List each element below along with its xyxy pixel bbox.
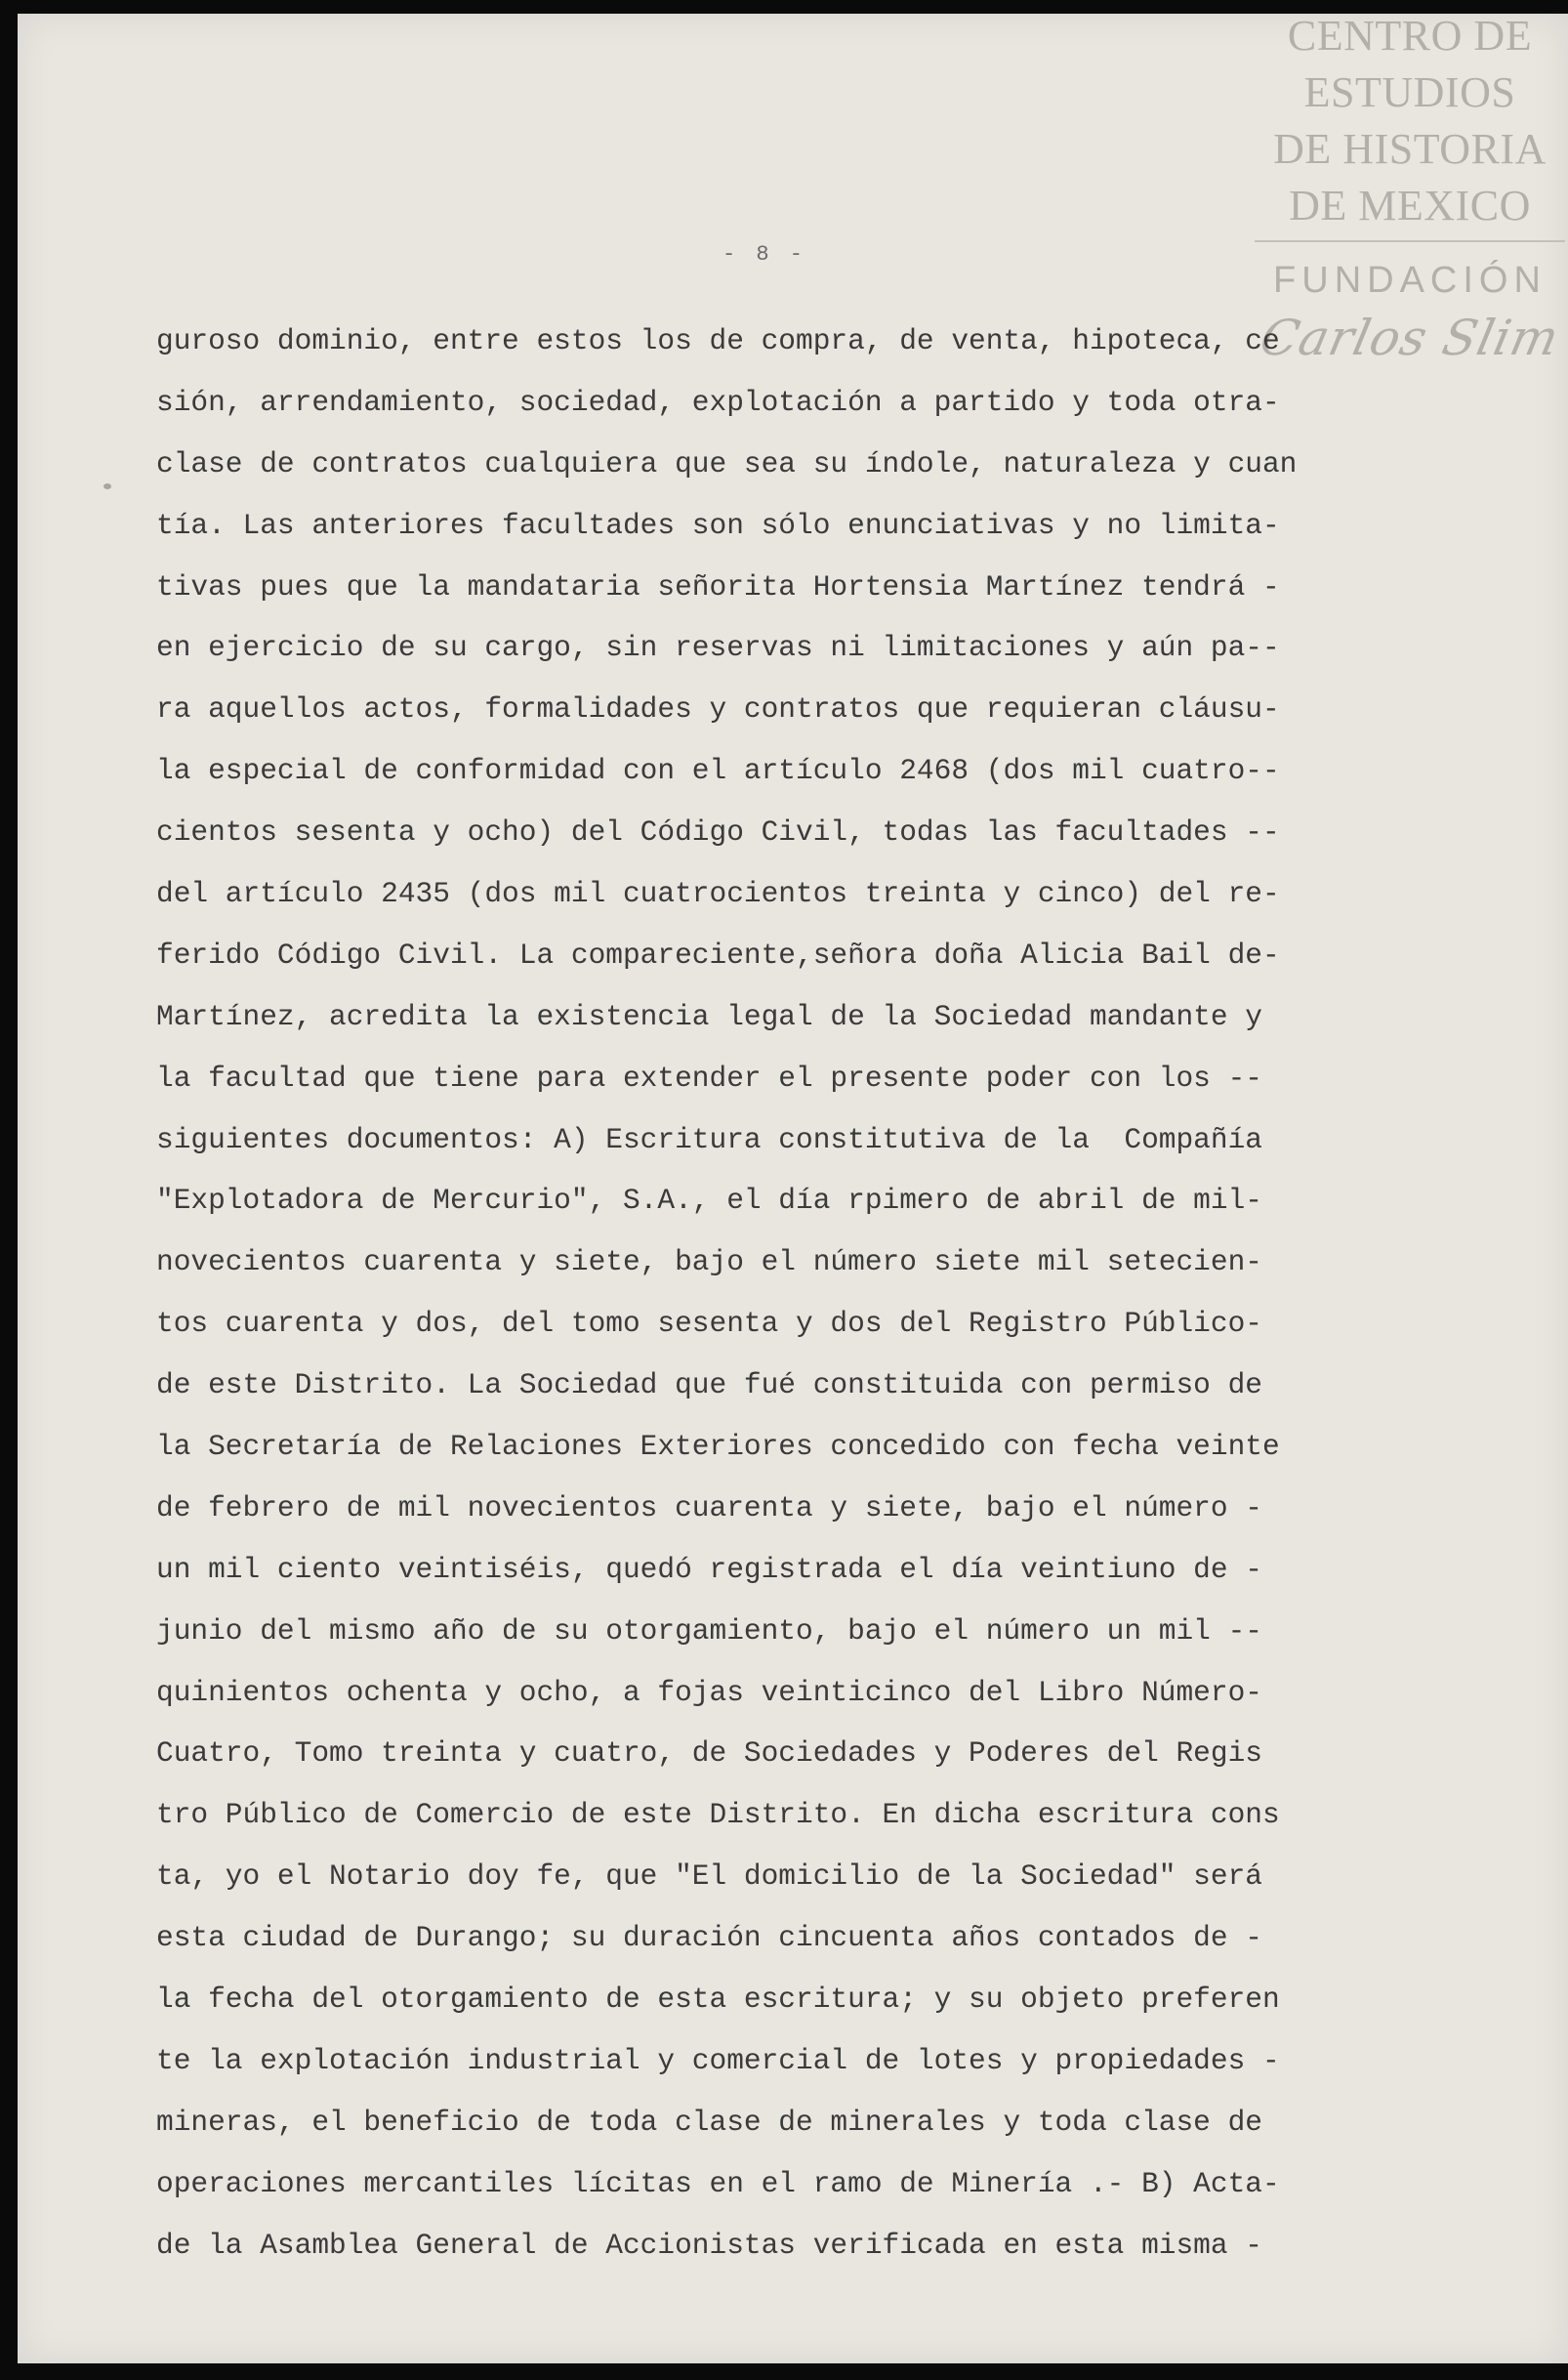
text-line: te la explotación industrial y comercial de lotes y propiedades - [156,2043,1280,2077]
text-line: ta, yo el Notario doy fe, que "El domicilio de la Sociedad" será [156,1859,1262,1894]
text-line: novecientos cuarenta y siete, bajo el número siete mil setecien- [156,1245,1262,1279]
paper-speck [103,483,111,489]
text-line: ferido Código Civil. La compareciente,señora doña Alicia Bail de- [156,938,1280,972]
text-line: tía. Las anteriores facultades son sólo enunciativas y no limita- [156,508,1280,542]
text-line: sión, arrendamiento, sociedad, explotación a partido y toda otra- [156,385,1280,419]
text-line: tos cuarenta y dos, del tomo sesenta y dos del Registro Público- [156,1307,1262,1341]
text-line: Martínez, acredita la existencia legal de la Sociedad mandante y [156,999,1262,1033]
text-line: cientos sesenta y ocho) del Código Civil, todas las facultades -- [156,815,1280,850]
text-line: la facultad que tiene para extender el presente poder con los -- [156,1061,1262,1095]
text-line: siguientes documentos: A) Escritura constitutiva de la Compañía [156,1122,1262,1156]
text-line: guroso dominio, entre estos los de compra, de venta, hipoteca, ce [156,324,1280,357]
watermark-line-3: DE HISTORIA [1273,125,1547,173]
text-line: la fecha del otorgamiento de esta escritura; y su objeto preferen [156,1983,1280,2017]
watermark-signature: Carlos Slim [1255,310,1565,366]
text-line: la especial de conformidad con el artículo 2468 (dos mil cuatro-- [156,754,1280,788]
text-line: del artículo 2435 (dos mil cuatrocientos treinta y cinco) del re- [156,877,1280,911]
typed-body-text [156,311,1367,2276]
watermark-line-2: ESTUDIOS [1303,68,1516,116]
text-line: quinientos ochenta y ocho, a fojas veinticinco del Libro Número- [156,1675,1262,1709]
text-line: ra aquellos actos, formalidades y contratos que requieran cláusu- [156,692,1280,727]
text-line: operaciones mercantiles lícitas en el ramo de Minería .- B) Acta- [156,2166,1280,2200]
text-line: esta ciudad de Durango; su duración cincuenta años contados de - [156,1921,1262,1955]
watermark-line-4: DE MEXICO [1289,182,1531,230]
text-line: Cuatro, Tomo treinta y cuatro, de Sociedades y Poderes del Regis [156,1736,1262,1771]
text-line: un mil ciento veintiséis, quedó registrada el día veintiuno de - [156,1552,1262,1586]
text-line: en ejercicio de su cargo, sin reservas ni limitaciones y aún pa-- [156,631,1280,665]
text-line: junio del mismo año de su otorgamiento, bajo el número un mil -- [156,1613,1262,1648]
text-line: la Secretaría de Relaciones Exteriores concedido con fecha veinte [156,1430,1280,1464]
page-number: - 8 - [722,242,807,267]
text-line: tivas pues que la mandataria señorita Hortensia Martínez tendrá - [156,569,1280,604]
text-line: tro Público de Comercio de este Distrito. En dicha escritura cons [156,1798,1280,1832]
text-line: de este Distrito. La Sociedad que fué constituida con permiso de [156,1368,1262,1402]
text-line: mineras, el beneficio de toda clase de minerales y toda clase de [156,2105,1262,2139]
text-line: clase de contratos cualquiera que sea su índole, naturaleza y cuan [156,446,1298,480]
text-line: de febrero de mil novecientos cuarenta y siete, bajo el número - [156,1490,1262,1524]
text-line: "Explotadora de Mercurio", S.A., el día rpimero de abril de mil- [156,1184,1262,1218]
watermark-line-1: CENTRO DE [1287,12,1533,60]
watermark-foundation: FUNDACIÓN [1273,260,1547,301]
text-line: de la Asamblea General de Accionistas verificada en esta misma - [156,2228,1262,2262]
watermark-divider [1255,240,1565,242]
